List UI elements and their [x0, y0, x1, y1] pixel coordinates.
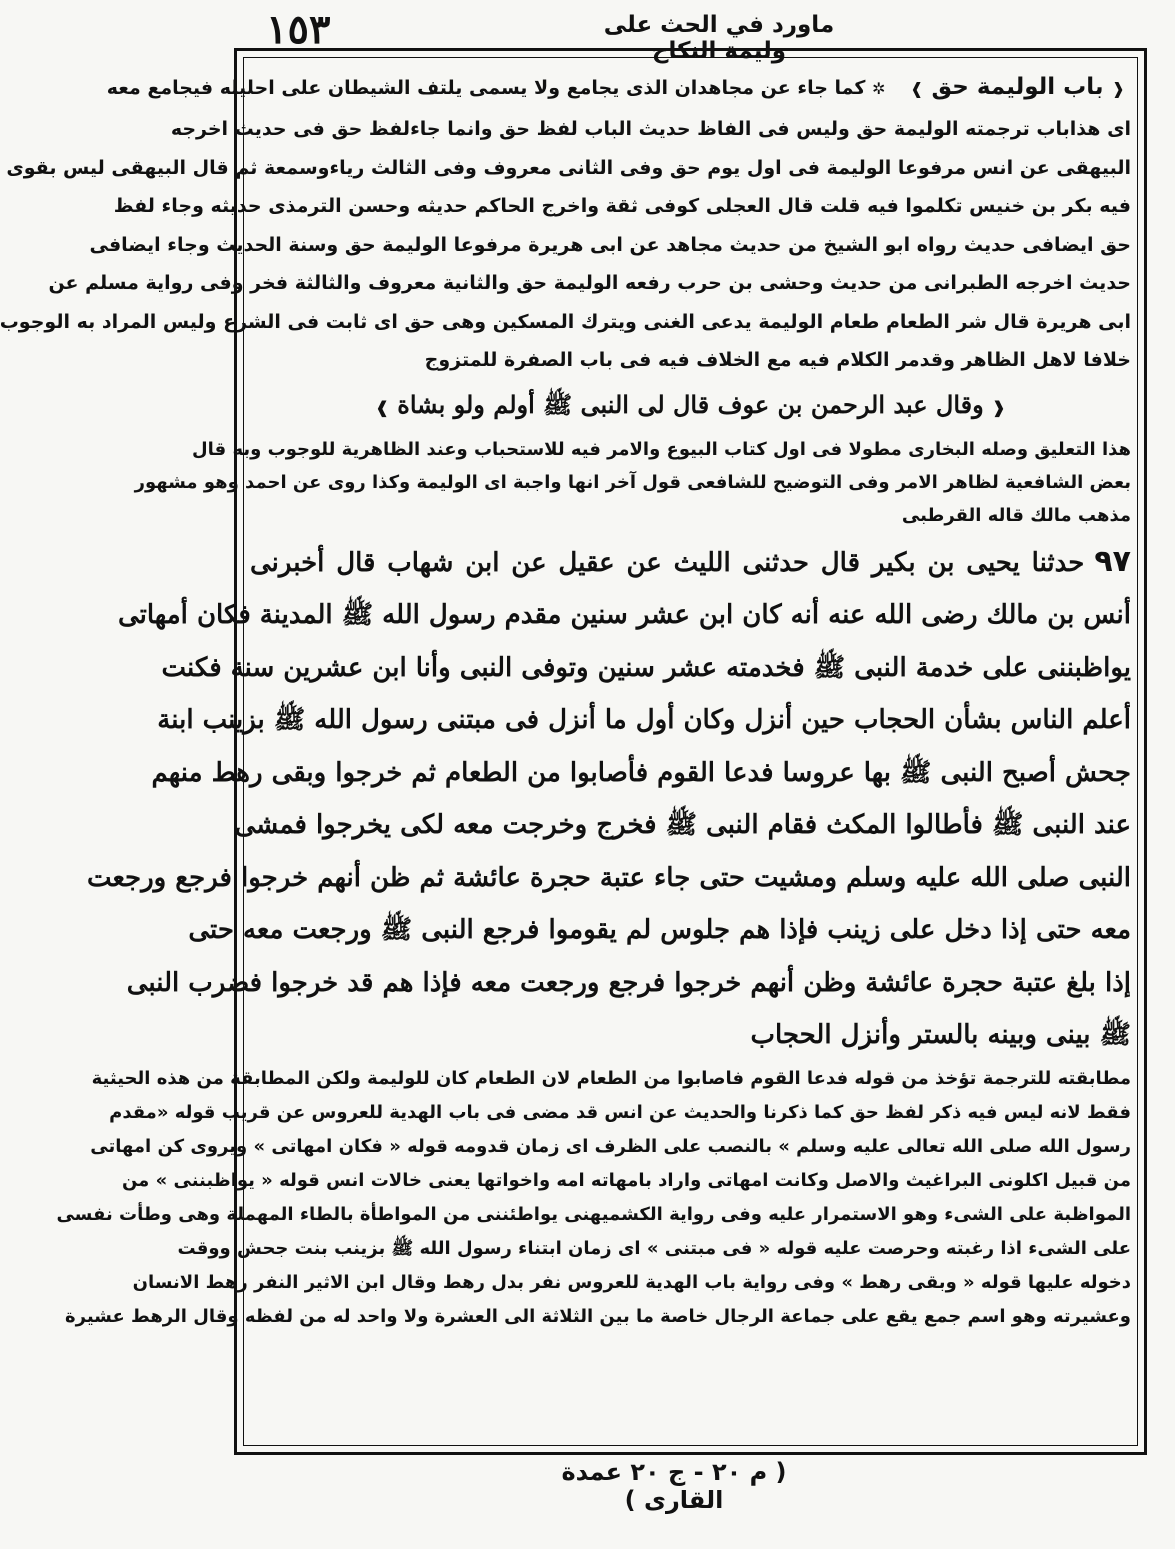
- chapter-line: [106, 66, 1131, 110]
- chapter-heading: [904, 66, 1131, 110]
- text-line: فيه بكر بن خنيس تكلموا فيه قلت قال العجلى كوفى ثقة واخرج الحاكم حديثه وحسن الترمذى حديثه وجاء لفظ: [113, 195, 1131, 217]
- page-number: ١٥٣: [266, 6, 331, 53]
- chapter-trailing-text: كما جاء عن مجاهدان الذى يجامع ولا يسمى يلتف الشيطان على احليله فيجامع معه: [106, 77, 866, 99]
- page-content: [0, 66, 1131, 1438]
- text-line: ابى هريرة قال شر الطعام طعام الوليمة يدعى الغنى ويترك المسكين وهى حق اى ثابت فى الشرع وليس المراد به الوجوب: [0, 310, 1131, 333]
- ornament-icon: ❰: [992, 397, 1006, 417]
- hadith-line: أعلم الناس بشأن الحجاب حين أنزل وكان أول ما أنزل فى مبتنى رسول الله ﷺ بزينب ابنة: [157, 705, 1131, 735]
- text-line: حق ايضافى حديث رواه ابو الشيخ من حديث مجاهد عن ابى هريرة مرفوعا الوليمة حق وسنة الحديث وجاء ايضافى: [89, 233, 1131, 256]
- hadith-line: ﷺ بينى وبينه بالستر وأنزل الحجاب: [750, 1020, 1131, 1050]
- star-icon: ✲: [872, 79, 886, 98]
- commentary-paragraph-2: [134, 433, 1131, 532]
- hadith-line: معه حتى إذا دخل على زينب فإذا هم جلوس لم يقوموا فرجع النبى ﷺ ورجعت معه حتى: [188, 915, 1131, 945]
- text-line: مطابقته للترجمة تؤخذ من قوله فدعا القوم فاصابوا من الطعام لان الطعام كان للوليمة ولكن المطابقة من هذه الحيثية: [91, 1067, 1131, 1089]
- hadith-line-text: حدثنا يحيى بن بكير قال حدثنى الليث عن عقيل عن ابن شهاب قال أخبرنى: [250, 547, 1085, 578]
- text-line: فقط لانه ليس فيه ذكر لفظ حق كما ذكرنا والحديث عن انس قد مضى فى باب الهدية للعروس عن قريب قوله «مقدم: [109, 1101, 1131, 1123]
- quote-line: [250, 380, 1131, 433]
- text-line: هذا التعليق وصله البخارى مطولا فى اول كتاب البيوع والامر فيه للاستحباب وعند الظاهرية للوجوب وبه قال: [192, 438, 1131, 460]
- text-line: وعشيرته وهو اسم جمع يقع على جماعة الرجال خاصة ما بين الثلاثة الى العشرة ولا واحد له من لفظه وقال الرهط عشيرة: [65, 1305, 1131, 1327]
- hadith-line: يواظبننى على خدمة النبى ﷺ فخدمته عشر سنين وتوفى النبى وأنا ابن عشرين سنة فكنت: [161, 652, 1131, 683]
- hadith-block: [86, 536, 1131, 1062]
- text-line: رسول الله صلى الله تعالى عليه وسلم » بالنصب على الظرف اى زمان قدومه قوله « فكان امهاتى » ويروى كن امهاتى: [90, 1135, 1131, 1157]
- text-line: بعض الشافعية لظاهر الامر وفى التوضيح للشافعى قول آخر انها واجبة اى الوليمة وكذا روى عن احمد وهو مشهور: [134, 471, 1131, 493]
- text-line: على الشىء اذا رغبته وحرصت عليه قوله « فى مبتنى » اى زمان ابتناء رسول الله ﷺ بزينب بنت جحش ووقت: [177, 1237, 1131, 1259]
- quote-text: وقال عبد الرحمن بن عوف قال لى النبى ﷺ أولم ولو بشاة: [397, 389, 984, 419]
- ornament-icon: ❱: [910, 79, 924, 98]
- hadith-number: ٩٧: [1094, 543, 1131, 579]
- text-line: اى هذاباب ترجمته الوليمة حق وليس فى الفاظ حديث الباب لفظ حق وانما جاءلفظ حق فى حديث اخرجه: [170, 118, 1131, 140]
- footer-signature: ( م ٢٠ - ج ٢٠ عمدة القارى ): [561, 1458, 787, 1514]
- hadith-line: النبى صلى الله عليه وسلم ومشيت حتى جاء عتبة حجرة عائشة ثم ظن أنهم خرجوا فرجع ورجعت: [86, 862, 1131, 893]
- text-line: مذهب مالك قاله القرطبى: [901, 504, 1131, 526]
- text-line: دخوله عليها قوله « وبقى رهط » وفى رواية باب الهدية للعروس نفر بدل رهط وقال ابن الاثير النفر رهط الانسان: [132, 1271, 1131, 1293]
- text-line: من قبيل اكلونى البراغيث والاصل وكانت امهاتى واراد بامهاته امه واخواتها يعنى خالات انس قوله « يواظبننى » من: [121, 1169, 1131, 1191]
- hadith-line: جحش أصبح النبى ﷺ بها عروسا فدعا القوم فأصابوا من الطعام ثم خرجوا وبقى رهط منهم: [151, 757, 1131, 788]
- chapter-heading-text: باب الوليمة حق: [931, 74, 1104, 100]
- hadith-line: أنس بن مالك رضى الله عنه أنه كان ابن عشر سنين مقدم رسول الله ﷺ المدينة فكان أمهاتى: [117, 600, 1131, 630]
- hadith-line: عند النبى ﷺ فأطالوا المكث فقام النبى ﷺ فخرج وخرجت معه لكى يخرجوا فمشى: [234, 810, 1131, 840]
- text-line: خلافا لاهل الظاهر وقدمر الكلام فيه مع الخلاف فيه فى باب الصفرة للمتزوج: [424, 349, 1131, 371]
- commentary-paragraph-3: [56, 1062, 1131, 1334]
- text-line: حديث اخرجه الطبرانى من حديث وحشى بن حرب رفعه الوليمة حق والثانية معروف والثالثة فخر وفى رواية مسلم عن: [48, 272, 1131, 294]
- hadith-line: [250, 536, 1131, 590]
- running-title: ماورد في الحث على وليمة النكاح: [603, 12, 835, 64]
- hadith-line: إذا بلغ عتبة حجرة عائشة وظن أنهم خرجوا فرجع ورجعت معه فإذا هم قد خرجوا فضرب النبى: [126, 967, 1131, 998]
- ornament-icon: ❰: [1111, 79, 1125, 98]
- text-line: المواظبة على الشىء وهو الاستمرار عليه وفى رواية الكشميهنى يواطئننى من المواطأة بالطاء المهملة وهى وطأت نفسى: [56, 1203, 1131, 1225]
- text-line: البيهقى عن انس مرفوعا الوليمة فى اول يوم حق وفى الثانى معروف وفى الثالث رياءوسمعة ثم قال البيهقى ليس بقوى: [6, 156, 1131, 179]
- commentary-paragraph-1: [0, 110, 1131, 380]
- ornament-icon: ❱: [375, 397, 389, 417]
